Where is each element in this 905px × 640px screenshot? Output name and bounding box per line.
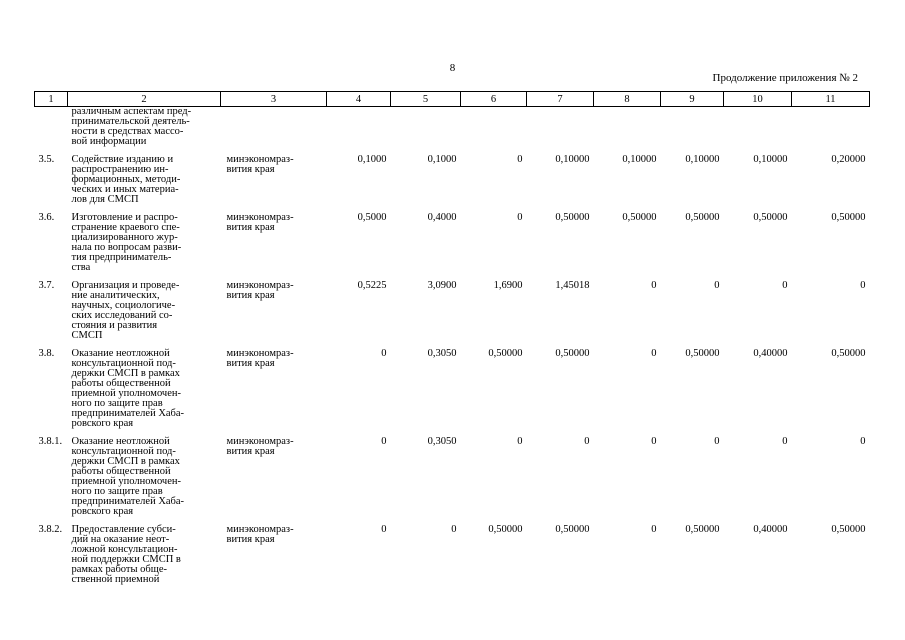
table-row <box>35 155 870 213</box>
row-value-col7: 0,10000 <box>555 154 590 165</box>
row-description: Предоставление субси- дий на оказание неот- ложной консультацион- ной поддержки СМСП в рамках работы обще- ственной приемной <box>71 524 181 585</box>
column-header: 11 <box>792 92 870 107</box>
row-value-col4 <box>327 107 391 156</box>
row-responsible: минэкономраз- вития края <box>226 212 294 233</box>
row-value-col11: 0,20000 <box>831 154 866 165</box>
row-responsible: минэкономраз- вития края <box>226 154 294 175</box>
row-value-col8: 0 <box>651 436 657 447</box>
row-value-col6: 0 <box>517 436 523 447</box>
column-header: 1 <box>35 92 68 107</box>
row-description: Изготовление и распро- странение краевого спе- циализированного жур- нала по вопросам разви- тия предприниматель- ства <box>71 212 182 273</box>
row-value-col10: 0,10000 <box>753 154 788 165</box>
row-value-col5 <box>391 107 461 156</box>
row-value-col9: 0,50000 <box>685 348 720 359</box>
row-value-col9: 0 <box>714 280 720 291</box>
row-value-col11: 0 <box>860 280 866 291</box>
row-value-col11: 0,50000 <box>831 348 866 359</box>
row-responsible: минэкономраз- вития края <box>226 436 294 457</box>
row-value-col9: 0 <box>714 436 720 447</box>
column-header: 8 <box>594 92 661 107</box>
row-value-col5: 0,1000 <box>427 154 457 165</box>
row-value-col6: 0 <box>517 154 523 165</box>
row-value-col5: 0,4000 <box>427 212 457 223</box>
row-value-col9: 0,50000 <box>685 212 720 223</box>
row-description: различным аспектам пред- принимательской деятель- ности в средствах массо- вой информации <box>71 106 192 147</box>
row-value-col6 <box>461 107 527 156</box>
row-number: 3.8.1. <box>38 436 63 447</box>
row-value-col4: 0,1000 <box>357 154 387 165</box>
row-description: Содействие изданию и распространению ин- формационных, методи- ческих и иных материа- лов для СМСП <box>71 154 181 205</box>
appendix-table <box>34 91 870 593</box>
row-value-col8: 0 <box>651 524 657 535</box>
table-row <box>35 107 870 156</box>
column-header: 9 <box>661 92 724 107</box>
row-value-col4: 0 <box>381 436 387 447</box>
row-value-col7: 0 <box>584 436 590 447</box>
row-value-col9: 0,50000 <box>685 524 720 535</box>
table-row <box>35 349 870 437</box>
row-value-col7: 0,50000 <box>555 348 590 359</box>
row-value-col5: 0 <box>451 524 457 535</box>
row-description: Оказание неотложной консультационной под- держки СМСП в рамках работы общественной приемной уполномочен- ного по защите прав предпринимателей Хаба- ровского края <box>71 436 185 517</box>
row-value-col4: 0,5000 <box>357 212 387 223</box>
table-row <box>35 281 870 349</box>
row-description: Оказание неотложной консультационной под- держки СМСП в рамках работы общественной приемной уполномочен- ного по защите прав предпринимателей Хаба- ровского края <box>71 348 185 429</box>
row-value-col5: 0,3050 <box>427 436 457 447</box>
row-value-col10: 0 <box>782 436 788 447</box>
row-value-col7: 1,45018 <box>555 280 590 291</box>
table-row <box>35 437 870 525</box>
row-value-col11: 0,50000 <box>831 524 866 535</box>
table-row <box>35 213 870 281</box>
row-responsible: минэкономраз- вития края <box>226 524 294 545</box>
row-number: 3.7. <box>38 280 55 291</box>
row-number: 3.8. <box>38 348 55 359</box>
row-value-col4: 0,5225 <box>357 280 387 291</box>
row-value-col11: 0 <box>860 436 866 447</box>
row-responsible: минэкономраз- вития края <box>226 280 294 301</box>
row-value-col8: 0 <box>651 348 657 359</box>
row-value-col10: 0,40000 <box>753 524 788 535</box>
row-value-col6: 0,50000 <box>488 348 523 359</box>
row-value-col10: 0,40000 <box>753 348 788 359</box>
row-value-col4: 0 <box>381 348 387 359</box>
row-value-col6: 0,50000 <box>488 524 523 535</box>
row-value-col7: 0,50000 <box>555 524 590 535</box>
column-header: 2 <box>68 92 221 107</box>
row-value-col5: 3,0900 <box>427 280 457 291</box>
row-value-col7: 0,50000 <box>555 212 590 223</box>
row-value-col8: 0 <box>651 280 657 291</box>
row-value-col10 <box>724 107 792 156</box>
row-description: Организация и проведе- ние аналитических, научных, социологиче- ских исследований со- стояния и развития СМСП <box>71 280 180 341</box>
row-value-col9: 0,10000 <box>685 154 720 165</box>
row-value-col10: 0,50000 <box>753 212 788 223</box>
row-number: 3.5. <box>38 154 55 165</box>
row-value-col6: 0 <box>517 212 523 223</box>
column-header: 6 <box>461 92 527 107</box>
continuation-label: Продолжение приложения № 2 <box>712 72 858 84</box>
column-header: 4 <box>327 92 391 107</box>
column-header: 7 <box>527 92 594 107</box>
row-value-col10: 0 <box>782 280 788 291</box>
column-header: 5 <box>391 92 461 107</box>
row-value-col7 <box>527 107 594 156</box>
table-row <box>35 525 870 593</box>
row-value-col9 <box>661 107 724 156</box>
row-value-col4: 0 <box>381 524 387 535</box>
row-number: 3.6. <box>38 212 55 223</box>
row-value-col6: 1,6900 <box>493 280 523 291</box>
column-header: 10 <box>724 92 792 107</box>
column-header: 3 <box>221 92 327 107</box>
row-value-col8: 0,50000 <box>622 212 657 223</box>
row-responsible: минэкономраз- вития края <box>226 348 294 369</box>
row-value-col5: 0,3050 <box>427 348 457 359</box>
table-header-row <box>35 92 870 107</box>
row-value-col8 <box>594 107 661 156</box>
row-responsible <box>221 107 327 156</box>
row-number: 3.8.2. <box>38 524 63 535</box>
row-number <box>35 107 68 156</box>
row-value-col11: 0,50000 <box>831 212 866 223</box>
row-value-col11 <box>792 107 870 156</box>
page-number: 8 <box>449 62 456 74</box>
row-value-col8: 0,10000 <box>622 154 657 165</box>
